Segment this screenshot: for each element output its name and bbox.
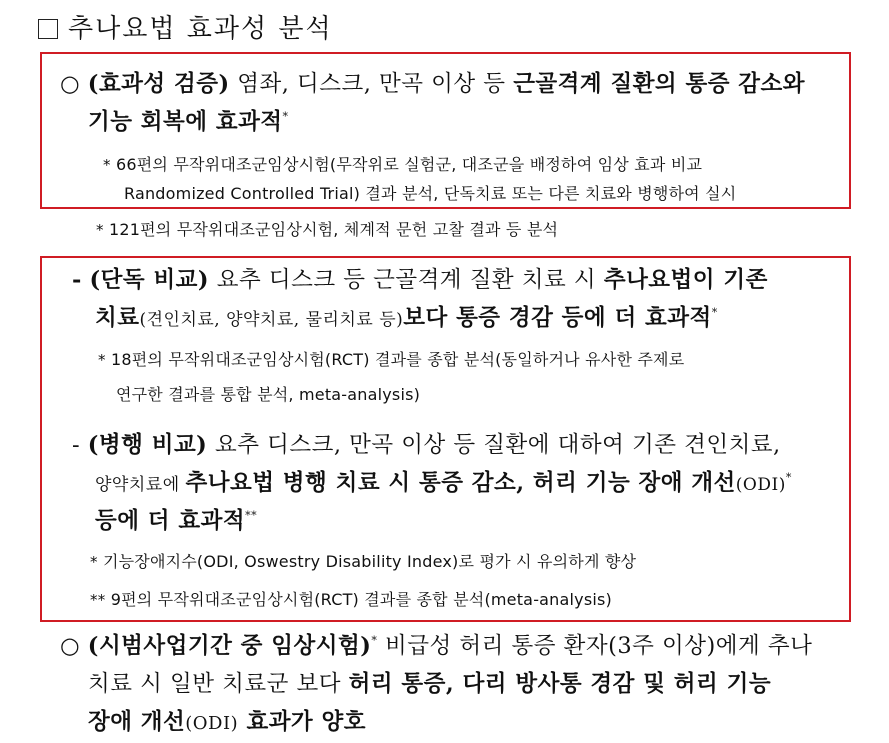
circle-bullet: ○ — [60, 633, 81, 659]
pilot-trial-line-3: 장애 개선(ODI) 효과가 양호 — [88, 709, 366, 735]
footnote-odi: * 기능장애지수(ODI, Oswestry Disability Index)로 평가 시 유의하게 향상 — [90, 552, 637, 571]
section-effectiveness-line-1: ○ (효과성 검증) 염좌, 디스크, 만곡 이상 등 근골격계 질환의 통증 감소와 — [60, 71, 806, 97]
section-effectiveness-line-2: 기능 회복에 효과적* — [88, 109, 289, 135]
footnote-18-line-2: 연구한 결과를 통합 분석, meta-analysis) — [116, 385, 421, 404]
checkbox-icon — [38, 19, 58, 39]
combined-comparison-line-1: - (병행 비교) 요추 디스크, 만곡 이상 등 질환에 대하여 기존 견인치료, — [72, 432, 781, 458]
footnote-66-line-2: Randomized Controlled Trial) 결과 분석, 단독치료 또는 다른 치료와 병행하여 실시 — [124, 184, 737, 203]
single-comparison-line-2: 치료(견인치료, 양약치료, 물리치료 등)보다 통증 경감 등에 더 효과적* — [95, 305, 718, 331]
footnote-66-line-1: * 66편의 무작위대조군임상시험(무작위로 실험군, 대조군을 배정하여 임상 효과 비교 — [103, 155, 703, 174]
pilot-trial-line-1: ○ (시범사업기간 중 임상시험)* 비급성 허리 통증 환자(3주 이상)에게 추나 — [60, 633, 813, 659]
single-comparison-line-1: - (단독 비교) 요추 디스크 등 근골격계 질환 치료 시 추나요법이 기존 — [72, 267, 768, 293]
combined-comparison-line-2: 양약치료에 추나요법 병행 치료 시 통증 감소, 허리 기능 장애 개선(ODI)* — [95, 470, 792, 496]
page-title: 추나요법 효과성 분석 — [38, 8, 333, 45]
footnote-18-line-1: * 18편의 무작위대조군임상시험(RCT) 결과를 종합 분석(동일하거나 유사한 주제로 — [98, 350, 685, 369]
pilot-trial-line-2: 치료 시 일반 치료군 보다 허리 통증, 다리 방사통 경감 및 허리 기능 — [88, 671, 772, 697]
combined-comparison-line-3: 등에 더 효과적** — [95, 508, 258, 534]
footnote-121: * 121편의 무작위대조군임상시험, 체계적 문헌 고찰 결과 등 분석 — [96, 220, 559, 239]
footnote-9: ** 9편의 무작위대조군임상시험(RCT) 결과를 종합 분석(meta-analysis) — [90, 590, 612, 609]
circle-bullet: ○ — [60, 71, 81, 97]
